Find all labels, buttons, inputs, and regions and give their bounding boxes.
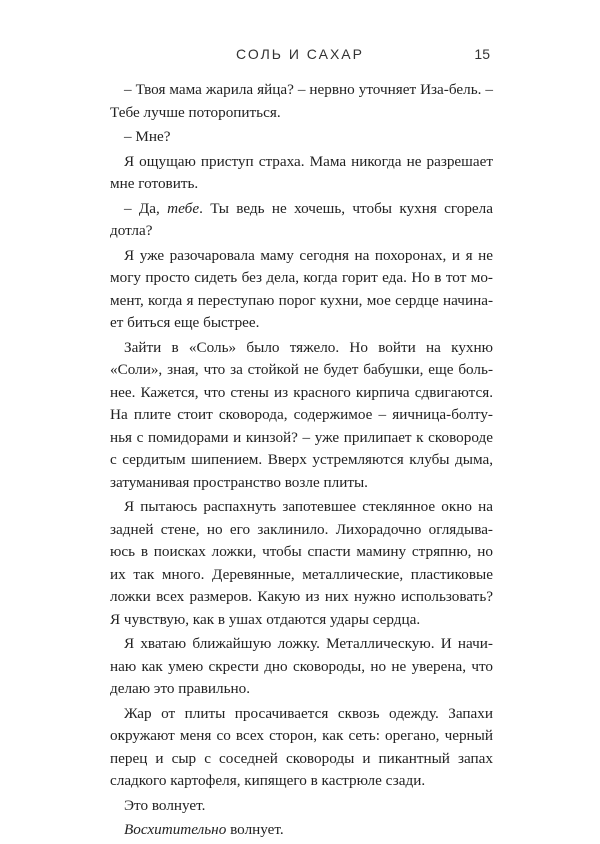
paragraph — [110, 703, 493, 793]
text-run: волнует. — [226, 821, 284, 838]
paragraph — [110, 198, 493, 243]
text-run: Это волнует. — [124, 796, 206, 814]
paragraph — [110, 245, 493, 335]
text-run: Зайти в «Соль» было тяжело. Но войти на кухню «Соли», зная, что за стойкой не будет бабушки, еще боль-нее. Кажется, что стены из красного кирпича сдвигаются. На плите стоит сковорода, содержимое – яичница-болту-нья с помидорами и кинзой? – уже прилипает к сковороде с сердитым шипением. Вверх устремляются клубы дыма, затуманивая пространство возле плиты. — [110, 338, 493, 491]
text-run: – Да, — [124, 199, 168, 217]
text-run: – Мне? — [124, 128, 171, 145]
text-run: Жар от плиты просачивается сквозь одежду. Запахи окружают меня со всех сторон, как сеть: орегано, черный перец и сыр с соседней сковороды и пикантный запах сладкого картофеля, кипящего в кастрюле сзади. — [110, 704, 493, 789]
paragraph — [110, 633, 493, 701]
paragraph — [110, 795, 493, 818]
page-number: 15 — [474, 46, 490, 62]
text-run: Я пытаюсь распахнуть запотевшее стеклянное окно на задней стене, но его заклинило. Лихорадочно оглядыва-юсь в поисках ложки, чтобы спасти мамину стряпню, но их так много. Деревянные, металлические, пластиковые ложки всех размеров. Какую из них нужно использовать? Я чувствую, как в ушах отдаются удары сердца. — [110, 498, 493, 628]
text-run: Я хватаю ближайшую ложку. Металлическую. И начи-наю как умею скрести дно сковороды, но не уверена, что делаю это правильно. — [110, 635, 493, 697]
text-run: Я уже разочаровала маму сегодня на похоронах, и я не могу просто сидеть без дела, когда горит еда. Но в тот мо-мент, когда я переступаю порог кухни, мое сердце начина-ет биться еще быстрее. — [110, 246, 493, 331]
paragraph — [110, 496, 493, 631]
text-run: Я ощущаю приступ страха. Мама никогда не разрешает мне готовить. — [110, 152, 493, 192]
paragraph — [110, 337, 493, 495]
running-head — [0, 46, 600, 66]
paragraph — [110, 79, 493, 124]
text-run-italic: тебе — [167, 199, 200, 217]
paragraph — [110, 819, 493, 842]
paragraph — [110, 126, 493, 149]
text-run: . Ты ведь не хочешь, чтобы кухня сгорела дотла? — [110, 199, 493, 239]
running-title: СОЛЬ И САХАР — [236, 46, 364, 62]
text-run: – Твоя мама жарила яйца? – нервно уточняет Иза-бель. – Тебе лучше поторопиться. — [110, 81, 493, 121]
text-run-italic: Восхитительно — [124, 821, 227, 838]
body-text — [110, 79, 493, 844]
paragraph — [110, 151, 493, 196]
